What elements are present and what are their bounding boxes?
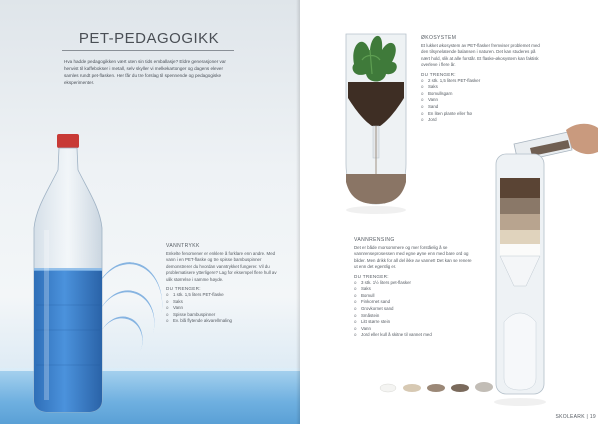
vanntrykk-heading: VANNTRYKK [166, 243, 200, 249]
okosystem-needs-heading: DU TRENGER: [421, 71, 456, 77]
list-item: o Småstein [354, 313, 474, 320]
fine-sand-pile [403, 384, 421, 392]
vannrensing-text: Det er både morsommere og mer forståelig å se vannrenseprosessen med egne øyne enn med bare ord og bilder. Men drikk for all del ikke av vannet! Det kan se renere ut enn det egentlig er. [354, 245, 472, 270]
list-item: o 1 stk. 1,5 liters PET-flaske [166, 292, 281, 299]
cotton-layer [500, 244, 540, 256]
okosystem-list [421, 78, 541, 124]
intro-text: Hva hadde pedagogikken vært uten sin tids emballasje? Eldre generasjoner var henvist til kaffebokser i metall, selv skyller vi melkekartonger og dagens elever samles rundt pet-flasken. Her får du tre forslag til spennende og pedagogiske eksperimenter. [64, 59, 226, 85]
list-item: o Vann [421, 97, 541, 104]
list-item: o Sand [421, 104, 541, 111]
dirty-water [500, 178, 540, 198]
list-item: o Saks [166, 299, 281, 306]
list-item: o En liten plante eller frø [421, 111, 541, 118]
vannrensing-needs-heading: DU TRENGER: [354, 273, 389, 279]
pet-bottle-illustration [18, 130, 118, 415]
pebble-layer [500, 198, 540, 214]
list-item: o Saks [421, 84, 541, 91]
okosystem-text: Et lukket økosystem av PET-flasker fremviser problemet med den tilsynelatende balansen i naturen. Det kan studeres på nært hold, slik at alle forstår. Et flaske-økosystem kan faktisk overleve i flere år. [421, 43, 540, 68]
okosystem-heading: ØKOSYSTEM [421, 35, 457, 41]
pebbles-pile [451, 384, 469, 392]
vanntrykk-needs-heading: DU TRENGER: [166, 286, 201, 292]
cotton-pile [380, 384, 396, 392]
coarse-sand-pile [427, 384, 445, 392]
list-item: o Bomullsgarn [421, 91, 541, 98]
list-item: o Vann [354, 326, 474, 333]
water-reservoir [346, 174, 406, 204]
fine-sand-layer [500, 230, 540, 244]
list-item: o Finkornet sand [354, 299, 474, 306]
list-item: o Ev. blå flytende akvarellmaling [166, 318, 281, 325]
list-item: o 2 stk. 1,5 liters PET-flasker [421, 78, 541, 85]
list-item: o Vann [166, 305, 281, 312]
ecosystem-bottle-illustration [340, 14, 412, 219]
filter-material-piles [378, 376, 498, 394]
vanntrykk-section [166, 243, 281, 325]
coarse-sand-layer [500, 214, 540, 230]
vannrensing-section [354, 237, 474, 339]
filtration-bottle-illustration [490, 150, 550, 412]
right-page [300, 0, 600, 424]
list-item: o Spisse bambuspinner [166, 312, 281, 319]
vanntrykk-list [166, 292, 281, 325]
bottle-cap [57, 134, 79, 148]
page-footer: SKOLEARK | 19 [555, 414, 596, 420]
list-item: o Jord eller kull å skitne til vannet med [354, 332, 474, 339]
list-item: o Litt større stein [354, 319, 474, 326]
list-item: o Bomull [354, 293, 474, 300]
clean-water [504, 313, 536, 390]
vannrensing-heading: VANNRENSING [354, 237, 395, 243]
list-item: o Saks [354, 286, 474, 293]
page-title: PET-PEDAGOGIKK [78, 30, 220, 47]
list-item: o 3 stk. 1½ liters pet-flasker [354, 280, 474, 287]
title-rule [62, 50, 234, 51]
list-item: o Jord [421, 117, 541, 124]
vanntrykk-text: Enkelte fenomener er enklere å forklare enn andre. Med vann i en PET-flaske og tre spisse bambuspinner demonstrerer du hvordan vanntrykket fungerer. Vil du problematisere ytterligere? Lag for eksempel flere hull av ulik størrelse i samme høyde. [166, 251, 277, 282]
list-item: o Grovkornet sand [354, 306, 474, 313]
vannrensing-list [354, 280, 474, 339]
okosystem-section [421, 35, 541, 124]
